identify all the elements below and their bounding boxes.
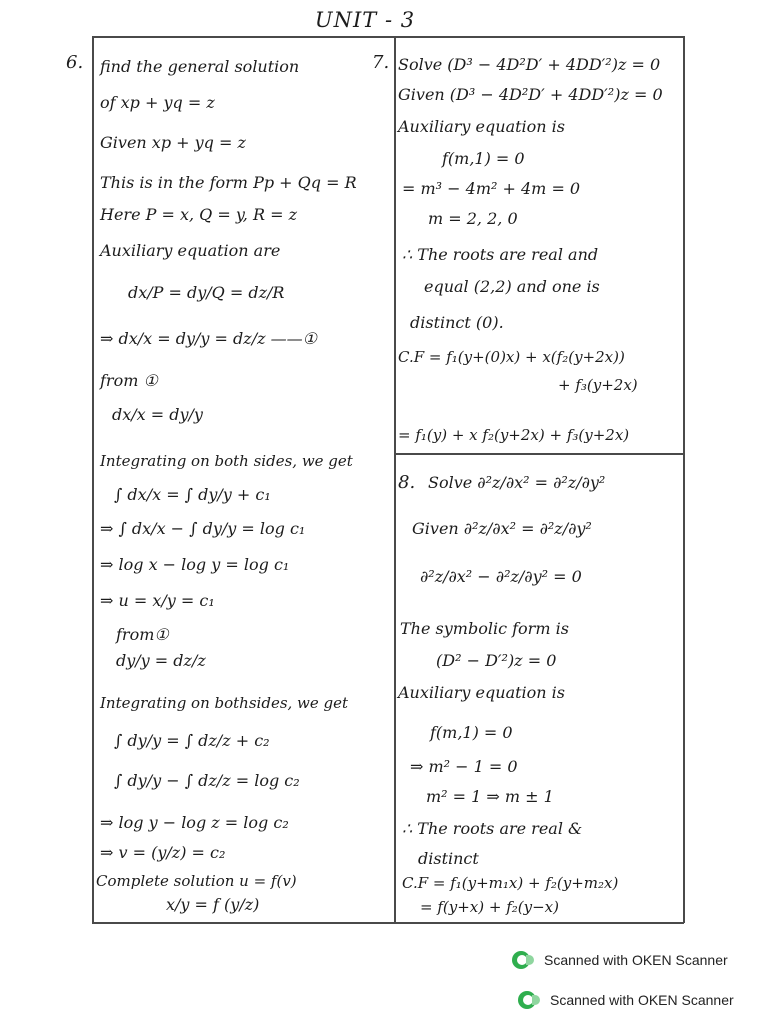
right-top-line: Solve (D³ − 4D²D′ + 4DD′²)z = 0 bbox=[398, 55, 661, 74]
right-bottom-line: Given ∂²z/∂x² = ∂²z/∂y² bbox=[412, 519, 592, 538]
center-divider bbox=[394, 36, 396, 923]
left-line: find the general solution bbox=[100, 57, 300, 76]
left-line: ⇒ dx/x = dy/y = dz/z ——① bbox=[100, 329, 317, 348]
right-bottom-line: (D² − D′²)z = 0 bbox=[436, 651, 557, 670]
oken-scanner-logo-icon bbox=[518, 991, 540, 1009]
right-border bbox=[683, 36, 685, 923]
right-top-line: ∴ The roots are real and bbox=[402, 245, 599, 264]
left-line: Integrating on bothsides, we get bbox=[100, 694, 349, 712]
right-top-column bbox=[398, 52, 682, 452]
right-bottom-line: m² = 1 ⇒ m ± 1 bbox=[426, 787, 554, 806]
question-number-7: 7. bbox=[372, 52, 390, 73]
left-line: dy/y = dz/z bbox=[116, 651, 206, 670]
left-line: of xp + yq = z bbox=[100, 93, 215, 112]
right-top-line: C.F = f₁(y+(0)x) + x(f₂(y+2x)) bbox=[398, 348, 625, 366]
right-top-line: = m³ − 4m² + 4m = 0 bbox=[402, 179, 581, 198]
right-bottom-line: Solve ∂²z/∂x² = ∂²z/∂y² bbox=[428, 473, 606, 492]
left-line: ∫ dy/y − ∫ dz/z = log c₂ bbox=[114, 771, 300, 790]
left-column bbox=[96, 52, 390, 922]
question-number-6: 6. bbox=[66, 52, 84, 73]
left-line: ∫ dx/x = ∫ dy/y + c₁ bbox=[114, 485, 271, 504]
right-bottom-line: f(m,1) = 0 bbox=[430, 723, 513, 742]
left-line: Given xp + yq = z bbox=[100, 133, 246, 152]
right-top-line: distinct (0). bbox=[410, 313, 504, 332]
left-line: Integrating on both sides, we get bbox=[100, 452, 353, 470]
right-top-line: equal (2,2) and one is bbox=[424, 277, 600, 296]
right-top-line: m = 2, 2, 0 bbox=[428, 209, 518, 228]
left-line: from ① bbox=[100, 371, 158, 390]
left-line: Auxiliary equation are bbox=[100, 241, 281, 260]
right-bottom-line: distinct bbox=[418, 849, 479, 868]
left-line: x/y = f (y/z) bbox=[166, 895, 260, 914]
left-line: ⇒ log x − log y = log c₁ bbox=[100, 555, 290, 574]
left-line: ⇒ log y − log z = log c₂ bbox=[100, 813, 289, 832]
left-line: Complete solution u = f(v) bbox=[96, 872, 297, 890]
watermark-text: Scanned with OKEN Scanner bbox=[544, 952, 728, 968]
left-line: ⇒ u = x/y = c₁ bbox=[100, 591, 215, 610]
scanner-watermark bbox=[518, 988, 734, 1012]
right-section-divider bbox=[394, 453, 684, 455]
top-border bbox=[92, 36, 684, 38]
left-line: ∫ dy/y = ∫ dz/z + c₂ bbox=[114, 731, 270, 750]
bottom-border bbox=[92, 922, 684, 924]
scanner-watermark bbox=[512, 948, 728, 972]
left-line: This is in the form Pp + Qq = R bbox=[100, 173, 357, 192]
page-title: UNIT - 3 bbox=[314, 8, 416, 32]
right-top-line: Given (D³ − 4D²D′ + 4DD′²)z = 0 bbox=[398, 85, 663, 104]
right-top-line: = f₁(y) + x f₂(y+2x) + f₃(y+2x) bbox=[398, 426, 630, 444]
left-line: Here P = x, Q = y, R = z bbox=[100, 205, 297, 224]
right-bottom-line: ∴ The roots are real & bbox=[402, 819, 583, 838]
left-line: dx/x = dy/y bbox=[112, 405, 203, 424]
left-line: dx/P = dy/Q = dz/R bbox=[128, 283, 285, 302]
right-top-line: Auxiliary equation is bbox=[398, 117, 565, 136]
right-top-line: + f₃(y+2x) bbox=[558, 376, 638, 394]
right-bottom-column bbox=[398, 466, 682, 920]
left-line: ⇒ ∫ dx/x − ∫ dy/y = log c₁ bbox=[100, 519, 306, 538]
left-line: ⇒ v = (y/z) = c₂ bbox=[100, 843, 226, 862]
right-bottom-line: Auxiliary equation is bbox=[398, 683, 565, 702]
right-bottom-line: = f(y+x) + f₂(y−x) bbox=[420, 898, 559, 916]
left-line: from① bbox=[116, 625, 169, 644]
right-top-line: f(m,1) = 0 bbox=[442, 149, 525, 168]
question-number-8: 8. bbox=[398, 472, 416, 493]
right-bottom-line: The symbolic form is bbox=[400, 619, 569, 638]
right-bottom-line: C.F = f₁(y+m₁x) + f₂(y+m₂x) bbox=[402, 874, 619, 892]
right-bottom-line: ⇒ m² − 1 = 0 bbox=[410, 757, 518, 776]
right-bottom-line: ∂²z/∂x² − ∂²z/∂y² = 0 bbox=[420, 567, 582, 586]
left-border bbox=[92, 36, 94, 923]
watermark-text: Scanned with OKEN Scanner bbox=[550, 992, 734, 1008]
oken-scanner-logo-icon bbox=[512, 951, 534, 969]
